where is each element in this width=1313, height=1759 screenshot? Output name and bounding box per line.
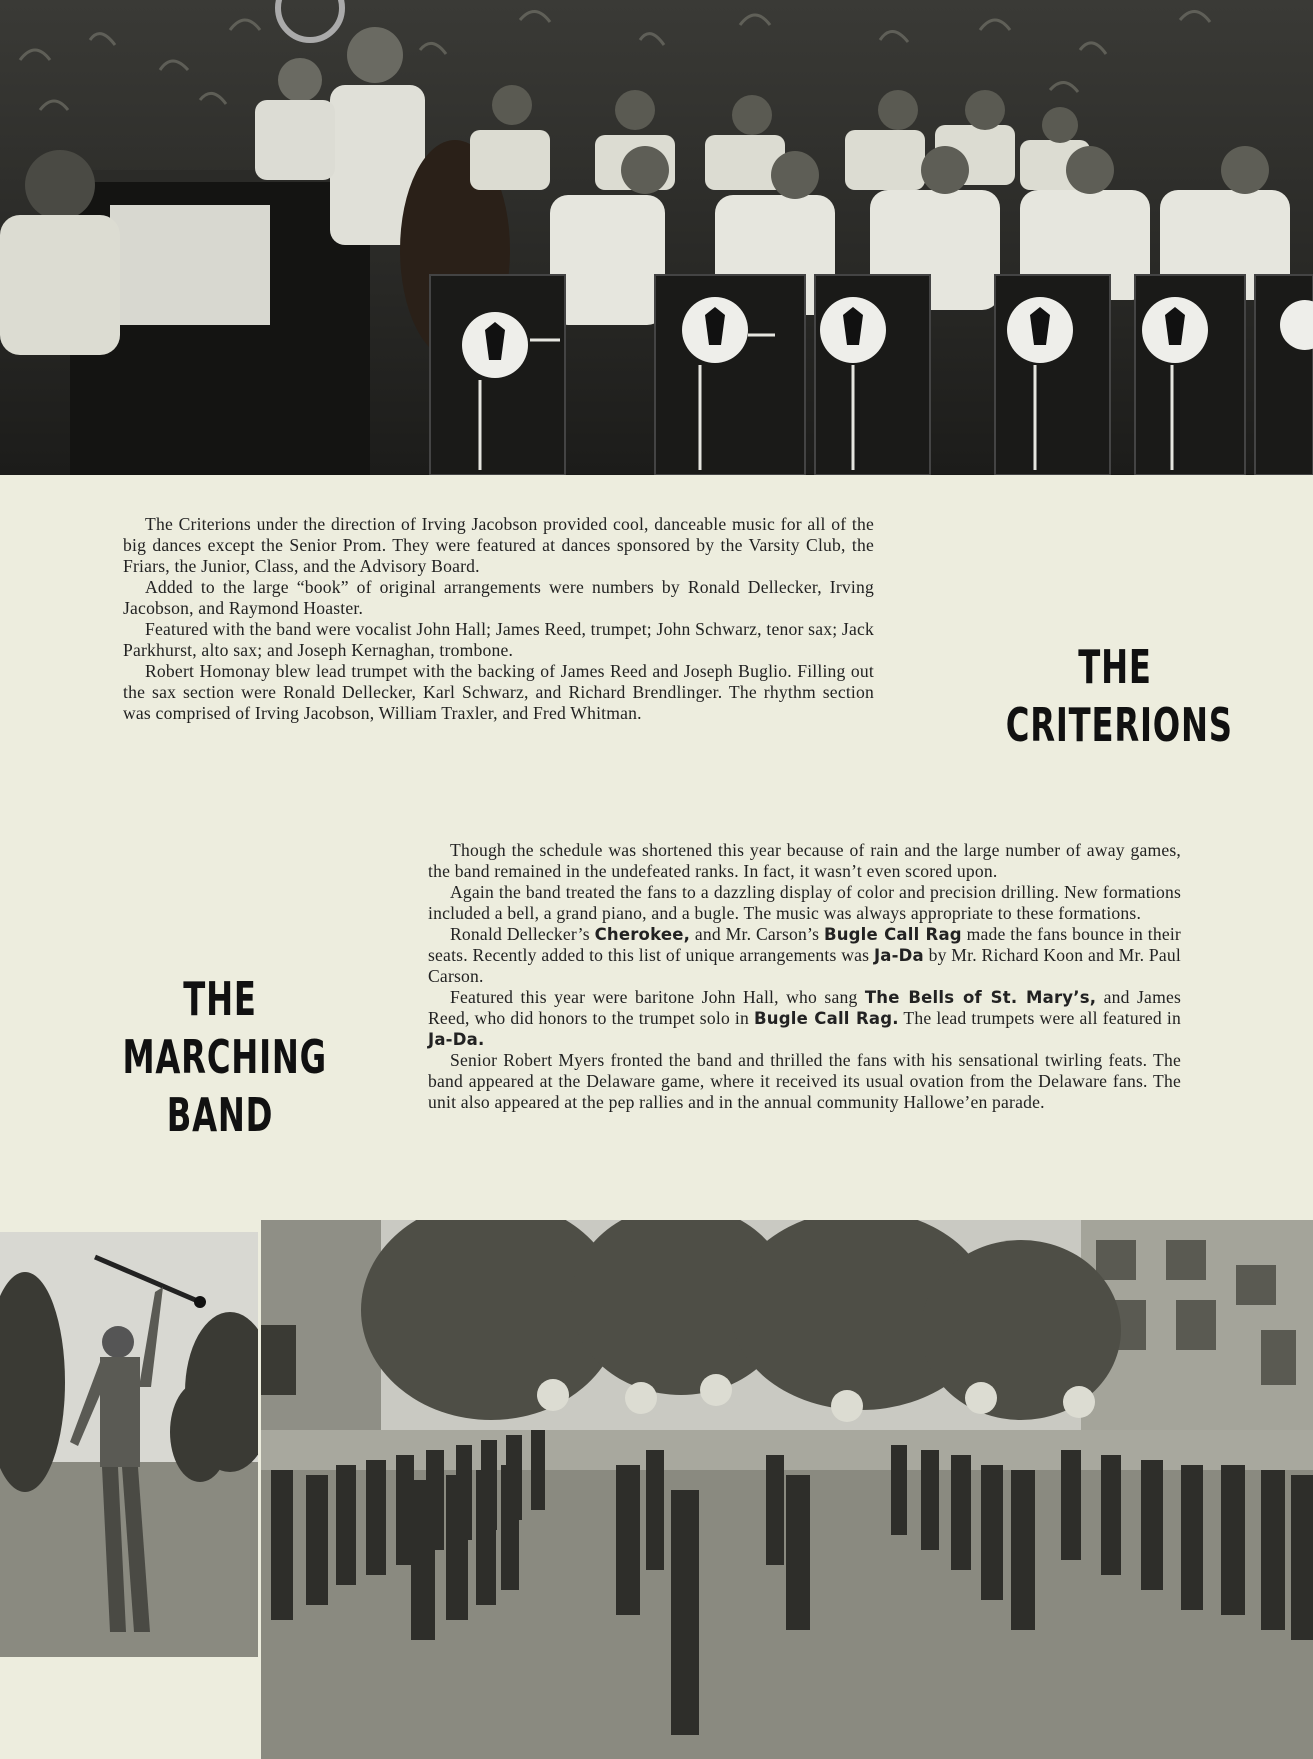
text-run: and Mr. Carson’s [690, 924, 824, 944]
song-title: The Bells of St. Mary’s, [864, 988, 1097, 1007]
dance-band-photo [0, 0, 1313, 475]
marching-headline-line: THE [183, 972, 257, 1026]
marching-band-photo [261, 1220, 1313, 1759]
marching-paragraph: Senior Robert Myers fronted the band and thrilled the fans with his sensational twirling feats. The band appeared at the Delaware game, where it received its usual ovation from the Delaware fans. The unit also appeared at the pep rallies and in the annual community Hallowe’en parade. [428, 1050, 1181, 1112]
song-title: Bugle Call Rag. [754, 1009, 899, 1028]
text-run: and James Reed, who did honors to the trumpet solo in [428, 987, 1182, 1028]
criterions-headline-line: THE [1078, 640, 1152, 694]
criterions-paragraph: Robert Homonay blew lead trumpet with the backing of James Reed and Joseph Buglio. Filling out the sax section were Ronald Dellecker, Karl Schwarz, and Richard Brendlinger. The rhythm section was comprised of Irving Jacobson, William Traxler, and Fred Whitman. [123, 661, 874, 723]
criterions-headline-line: CRITERIONS [1005, 698, 1233, 752]
text-run: Ronald Dellecker’s [450, 924, 595, 944]
text-run: by Mr. Richard Koon and Mr. Paul Carson. [428, 945, 1181, 986]
marching-paragraph [428, 924, 1181, 987]
song-title: Ja-Da [873, 946, 924, 965]
marching-paragraph: Though the schedule was shortened this year because of rain and the large number of away games, the band remained in the undefeated ranks. In fact, it wasn’t even scored upon. [428, 840, 1181, 881]
song-title: Ja-Da. [428, 1030, 485, 1049]
criterions-article [123, 514, 874, 724]
marching-paragraph [428, 987, 1181, 1050]
song-title: Bugle Call Rag [823, 925, 962, 944]
criterions-headline [1005, 638, 1233, 754]
marching-headline-line: MARCHING [122, 1030, 327, 1084]
text-run: The lead trumpets were all featured in [898, 1008, 1181, 1028]
criterions-paragraph: The Criterions under the direction of Irving Jacobson provided cool, danceable music for all of the big dances except the Senior Prom. They were featured at dances sponsored by the Varsity Club, the Friars, the Junior, Class, and the Advisory Board. [123, 514, 874, 576]
text-run: Featured this year were baritone John Hall, who sang [450, 987, 865, 1007]
text-run: made the fans bounce in their seats. Recently added to this list of unique arrangements was [428, 924, 1181, 965]
marching-band-headline [122, 970, 327, 1144]
criterions-paragraph: Added to the large “book” of original arrangements were numbers by Ronald Dellecker, Irving Jacobson, and Raymond Hoaster. [123, 577, 874, 618]
criterions-paragraph: Featured with the band were vocalist John Hall; James Reed, trumpet; John Schwarz, tenor sax; Jack Parkhurst, alto sax; and Joseph Kernaghan, trombone. [123, 619, 874, 660]
song-title: Cherokee, [594, 925, 691, 944]
marching-paragraph: Again the band treated the fans to a dazzling display of color and precision drilling. New formations included a bell, a grand piano, and a bugle. The music was always appropriate to these formations. [428, 882, 1181, 923]
drum-major-photo [0, 1232, 258, 1657]
marching-headline-line: BAND [166, 1088, 274, 1142]
marching-band-article [428, 840, 1181, 1113]
